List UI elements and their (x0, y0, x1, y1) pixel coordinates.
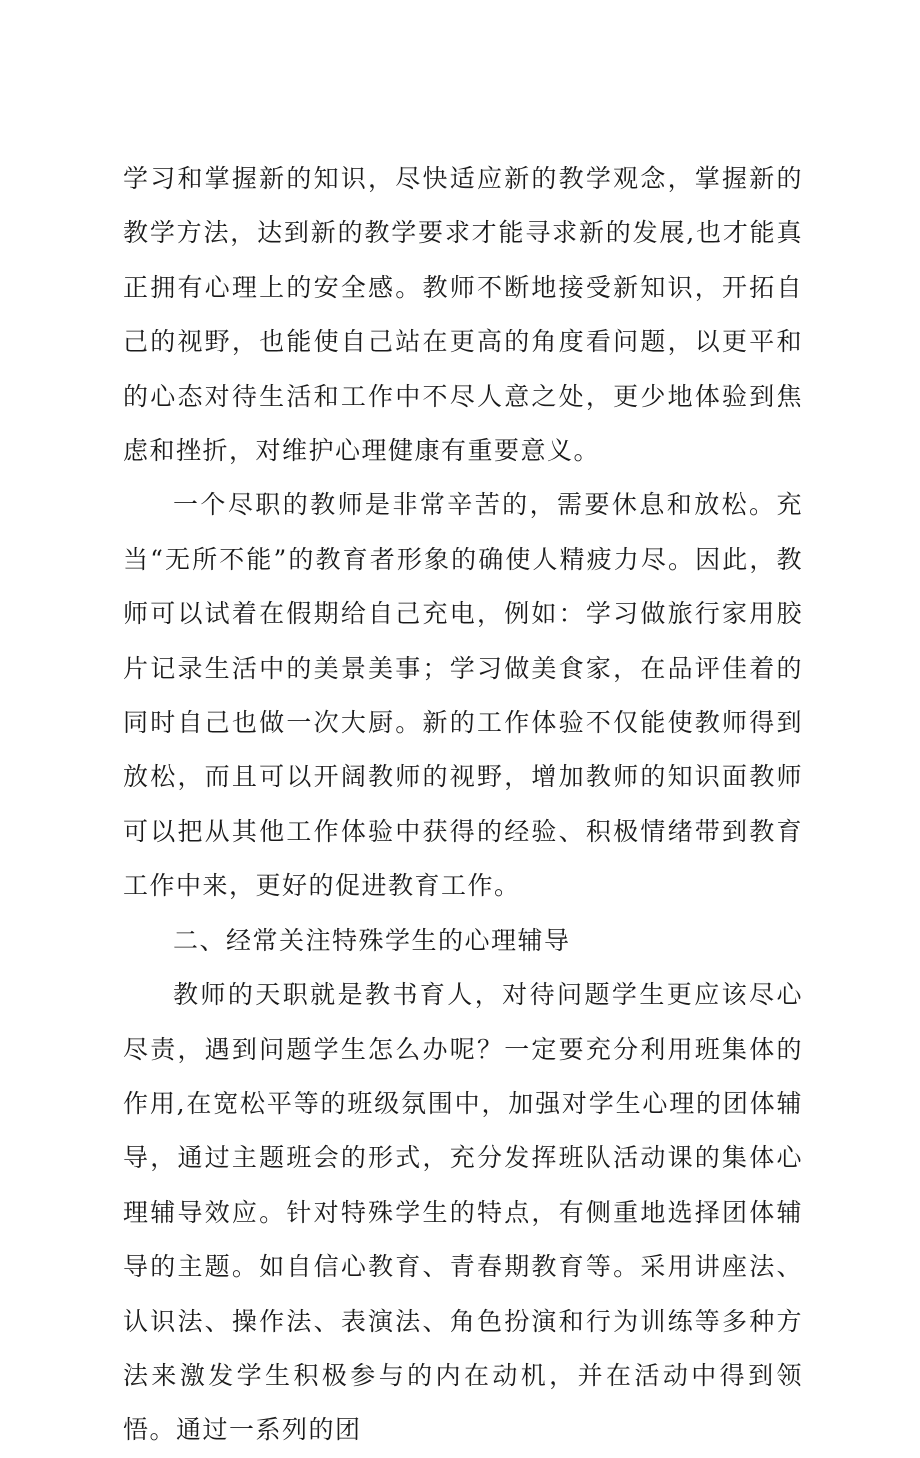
paragraph-continuation: 学习和掌握新的知识，尽快适应新的教学观念，掌握新的教学方法，达到新的教学要求才能寻求新的发展,也才能真正拥有心理上的安全感。教师不断地接受新知识，开拓自己的视野，也能使自己站在更高的角度看问题，以更平和的心态对待生活和工作中不尽人意之处，更少地体验到焦虑和挫折，对维护心理健康有重要意义。 (123, 164, 803, 466)
paragraph-special-students: 教师的天职就是教书育人，对待问题学生更应该尽心尽责，遇到问题学生怎么办呢？一定要充分利用班集体的作用,在宽松平等的班级氛围中，加强对学生心理的团体辅导，通过主题班会的形式，充分发挥班队活动课的集体心理辅导效应。针对特殊学生的特点，有侧重地选择团体辅导的主题。如自信心教育、青春期教育等。采用讲座法、认识法、操作法、表演法、角色扮演和行为训练等多种方法来激发学生积极参与的内在动机，并在活动中得到领悟。通过一系列的团 (123, 980, 803, 1445)
document-body (123, 152, 803, 1458)
section-heading: 二、经常关注特殊学生的心理辅导 (173, 925, 571, 955)
paragraph-teacher-rest: 一个尽职的教师是非常辛苦的，需要休息和放松。充当“无所不能”的教育者形象的确使人精疲力尽。因此，教师可以试着在假期给自己充电，例如：学习做旅行家用胶片记录生活中的美景美事；学习做美食家，在品评佳着的同时自己也做一次大厨。新的工作体验不仅能使教师得到放松，而且可以开阔教师的视野，增加教师的知识面教师可以把从其他工作体验中获得的经验、积极情绪带到教育工作中来，更好的促进教育工作。 (123, 490, 803, 901)
